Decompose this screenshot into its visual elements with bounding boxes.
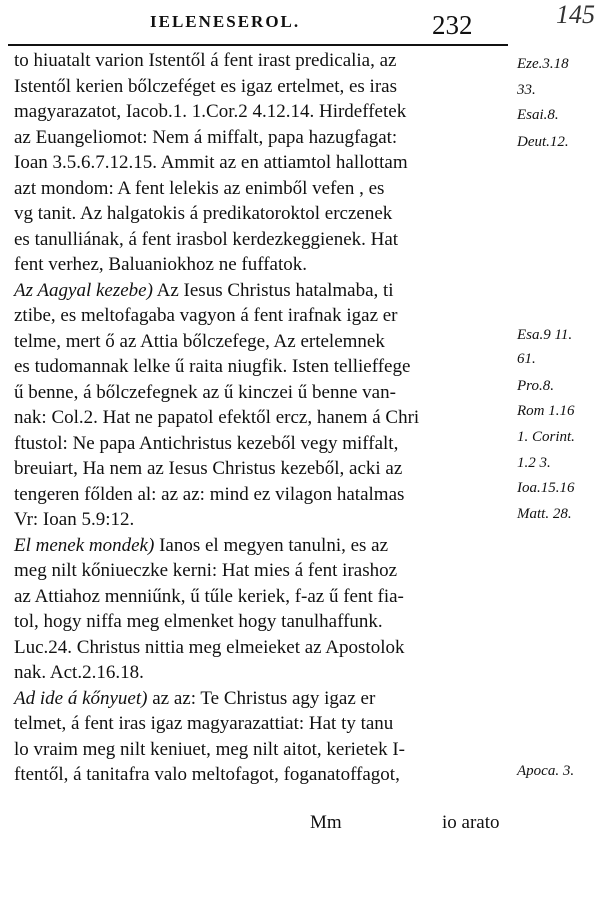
text-line: es tanulliának, á fent irasbol kerdezkeggienek. Hat bbox=[14, 228, 399, 250]
text-line: az Attiahoz menniűnk, ű tűle keriek, f-az ű fent fia- bbox=[14, 585, 404, 607]
paragraph-first-text: Az Iesus Christus hatalmaba, ti bbox=[152, 279, 394, 301]
text-line: breuiart, Ha nem az Iesus Christus kezeből, acki az bbox=[14, 458, 403, 479]
margin-note: Pro.8. bbox=[517, 378, 554, 394]
text-line: az Euangeliomot: Nem á miffalt, papa hazugfagat: bbox=[14, 126, 398, 148]
text-line: fent verhez, Baluaniokhoz ne fuffatok. bbox=[14, 254, 307, 275]
paragraph-lemma: El menek mondek) bbox=[14, 534, 155, 556]
running-title: IELENESEROL. bbox=[150, 12, 301, 31]
text-line: vg tanit. Az halgatokis á predikatoroktol erczenek bbox=[14, 203, 393, 224]
text-line: tol, hogy niffa meg elmenket hogy tanulhaffunk. bbox=[14, 611, 383, 632]
text-line: meg nilt kőniueczke kerni: Hat mies á fent irashoz bbox=[14, 560, 398, 581]
text-line: lo vraim meg nilt keniuet, meg nilt aitot, kerietek I- bbox=[14, 738, 405, 760]
text-line: ű benne, á bőlczefegnek az ű kinczei ű benne van- bbox=[14, 381, 396, 403]
text-line: nak. Act.2.16.18. bbox=[14, 662, 144, 683]
text-line: azt mondom: A fent lelekis az enimből vefen , es bbox=[14, 177, 385, 199]
paragraph-first-text: az az: Te Christus agy igaz er bbox=[147, 687, 376, 709]
paragraph-lemma: Ad ide á kőnyuet) bbox=[14, 687, 148, 709]
margin-note: Eze.3.18 bbox=[517, 56, 569, 72]
text-line: ftentől, á tanitafra valo meltofagot, foganatoffagot, bbox=[14, 764, 400, 785]
page-header bbox=[0, 0, 610, 50]
text-line: ztibe, es meltofagaba vagyon á fent irafnak igaz er bbox=[14, 305, 398, 326]
text-line: Istentől kerien bőlczeféget es igaz ertelmet, es iras bbox=[14, 75, 397, 97]
text-line: to hiuatalt varion Istentől á fent irast predicalia, az bbox=[14, 50, 397, 71]
text-line: es tudomannak lelke ű raita niugfik. Isten tellieffege bbox=[14, 356, 411, 377]
page-number: 232 bbox=[432, 10, 473, 40]
margin-note: 33. bbox=[517, 82, 536, 98]
paragraph-lemma: Az Aagyal kezebe) bbox=[14, 279, 153, 301]
text-line: nak: Col.2. Hat ne papatol efektől ercz, hanem á Chri bbox=[14, 407, 420, 428]
margin-note: 61. bbox=[517, 351, 536, 367]
margin-note: Esai.8. bbox=[517, 107, 559, 123]
margin-note: 1. Corint. bbox=[517, 429, 575, 445]
margin-note: Matt. 28. bbox=[517, 506, 572, 522]
margin-note: Ioa.15.16 bbox=[517, 480, 575, 496]
text-line: magyarazatot, Iacob.1. 1.Cor.2 4.12.14. Hirdeffetek bbox=[14, 101, 407, 122]
handwritten-folio-number: 145 bbox=[556, 0, 595, 29]
paragraph-start-line bbox=[14, 533, 509, 559]
main-text-column bbox=[14, 48, 509, 788]
paragraph-first-text: Ianos el megyen tanulni, es az bbox=[154, 534, 389, 556]
text-line: Luc.24. Christus nittia meg elmeieket az Apostolok bbox=[14, 636, 405, 658]
text-line: Vr: Ioan 5.9:12. bbox=[14, 509, 135, 530]
text-line: telme, mert ő az Attia bőlczefege, Az ertelemnek bbox=[14, 330, 385, 352]
text-line: tengeren főlden al: az az: mind ez vilagon hatalmas bbox=[14, 483, 405, 505]
margin-note: 1.2 3. bbox=[517, 455, 551, 471]
catchword: io arato bbox=[442, 812, 500, 833]
margin-note: Rom 1.16 bbox=[517, 403, 575, 419]
text-line: telmet, á fent iras igaz magyarazattiat: Hat ty tanu bbox=[14, 713, 394, 734]
margin-note: Esa.9 11. bbox=[517, 327, 573, 343]
page-footer bbox=[14, 812, 509, 838]
text-line: ftustol: Ne papa Antichristus kezeből vegy miffalt, bbox=[14, 432, 399, 454]
margin-note: Deut.12. bbox=[517, 134, 569, 150]
paragraph-start-line bbox=[14, 686, 509, 712]
paragraph-start-line bbox=[14, 278, 509, 304]
header-rule bbox=[8, 44, 508, 46]
text-line: Ioan 3.5.6.7.12.15. Ammit az en attiamtol hallottam bbox=[14, 152, 408, 173]
margin-note: Apoca. 3. bbox=[517, 763, 575, 779]
signature-mark: Mm bbox=[310, 812, 342, 833]
